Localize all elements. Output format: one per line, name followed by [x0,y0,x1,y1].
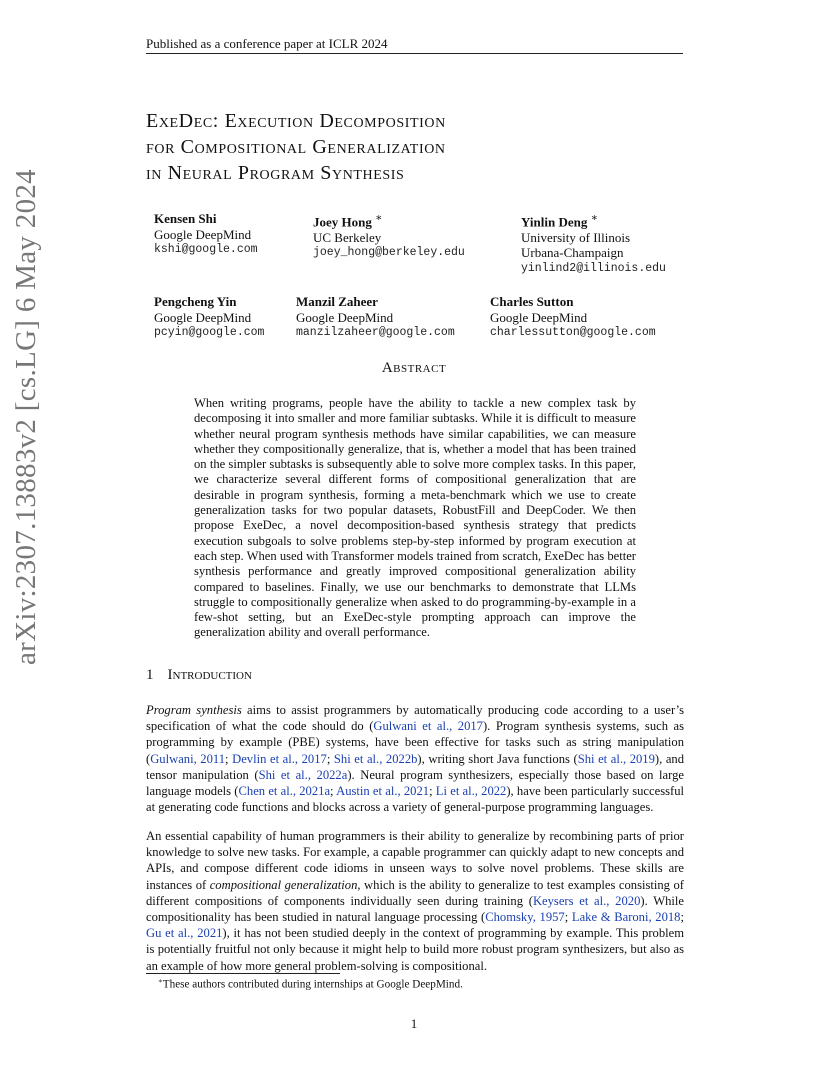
author-email[interactable]: kshi@google.com [154,243,258,256]
author-name: Manzil Zaheer [296,294,378,309]
paragraph-text: ; [225,751,233,766]
intro-paragraph-2 [146,828,684,974]
footnote-mark: ∗ [158,977,163,985]
author-email[interactable]: manzilzaheer@google.com [296,326,455,339]
author-affiliation: Urbana-Champaign [521,245,624,261]
paragraph-text: ). Program synthesis systems, such as programming by example (PBE) systems, have been effective for tasks such as string manipulation ( [146,719,685,766]
citation-link[interactable]: Gulwani, 2011 [150,751,226,766]
citation-link[interactable]: Lake & Baroni, 2018 [571,910,681,925]
page-number: 1 [410,1016,418,1031]
author-affiliation: Google DeepMind [154,309,252,325]
title-line: ExeDec: Execution Decomposition [146,110,446,132]
author-email[interactable]: charlessutton@google.com [490,326,656,339]
citation-link[interactable]: Gulwani et al., 2017 [373,719,483,734]
header-rule [146,53,683,54]
author-affiliation: University of Illinois [521,229,631,245]
section-title: Introduction [167,667,252,683]
citation-link[interactable]: Gu et al., 2021 [146,926,223,941]
author-affiliation: Google DeepMind [154,226,252,242]
author-affiliation: UC Berkeley [313,229,382,245]
paragraph-text: ; [330,784,337,799]
author-name: Pengcheng Yin [154,294,237,309]
citation-link[interactable]: Keysers et al., 2020 [532,893,641,908]
author-name: Kensen Shi [154,211,217,226]
author-block [154,294,264,341]
paragraph-text: ; [680,910,684,925]
citation-link[interactable]: Shi et al., 2022a [258,767,348,782]
paragraph-text: ; [564,910,572,925]
equal-contribution-mark: ∗ [375,212,383,224]
author-block [296,294,455,341]
paragraph-text: ), it has not been studied deeply in the context of programming by example. This problem is potentially fruitful not only because it might help to build more robust program synthesizers, but also as an example of how more general problem-solving is compositional. [146,926,684,973]
author-email[interactable]: pcyin@google.com [154,326,265,339]
paragraph-text: ; [429,784,436,799]
emphasis-text: compositional generalization [209,877,358,892]
author-email[interactable]: joey_hong@berkeley.edu [313,246,465,260]
title-line: for Compositional Generalization [146,136,446,158]
abstract-heading: Abstract [381,360,447,376]
paragraph-text: ), and tensor manipulation ( [146,751,685,782]
citation-link[interactable]: Shi et al., 2022b [333,751,418,766]
paragraph-text: aims to assist programmers by automatically producing code according to a user’s specification of what the code should do ( [146,703,685,734]
author-affiliation: Google DeepMind [296,309,394,325]
author-block [154,211,258,258]
paragraph-text: , which is the ability to generalize to test examples consisting of different compositions of components individually seen during training ( [146,877,684,908]
citation-link[interactable]: Shi et al., 2019 [577,751,655,766]
author-name: Charles Sutton [490,294,574,309]
running-header: Published as a conference paper at ICLR 2024 [146,36,388,51]
citation-link[interactable]: Chomsky, 1957 [485,910,565,925]
emphasis-text: Program synthesis [146,703,242,717]
paper-title [146,108,706,186]
intro-paragraph-1 [146,702,684,815]
title-line: in Neural Program Synthesis [146,162,405,184]
citation-link[interactable]: Chen et al., 2021a [238,784,331,799]
author-email[interactable]: yinlind2@illinois.edu [521,261,666,275]
section-number: 1 [146,667,154,683]
footnote [158,977,463,991]
author-block [490,294,656,341]
arxiv-watermark: arXiv:2307.13883v2 [cs.LG] 6 May 2024 [10,169,42,665]
author-block [313,211,465,261]
paragraph-text: ; [326,751,334,766]
author-affiliation: Google DeepMind [490,309,588,325]
paragraph-text: ), have been particularly successful at generating code functions and blocks across a variety of general-purpose programming languages. [146,784,684,815]
paragraph-text: An essential capability of human programmers is their ability to generalize by recombining parts of prior knowledge to solve new tasks. For example, a capable programmer can quickly adapt to new concepts and APIs, and compose different code idioms in unseen ways to solve novel problems. These skills are instances of [146,829,684,892]
citation-link[interactable]: Austin et al., 2021 [336,784,430,799]
citation-link[interactable]: Devlin et al., 2017 [232,751,327,766]
paragraph-text: ). Neural program synthesizers, especially those based on large language models ( [146,767,684,799]
citation-link[interactable]: Li et al., 2022 [435,784,507,799]
abstract-text: When writing programs, people have the ability to tackle a new complex task by decomposing it into smaller and more familiar subtasks. While it is difficult to measure whether neural program synthesis methods have similar capabilities, we can measure whether they compositionally generalize, that is, whether a model that has been trained on the simpler subtasks is subsequently able to solve more complex tasks. In this paper, we characterize several different forms of compositional generalization that are desirable in program synthesis, forming a meta-benchmark which we use to create generalization tasks for two popular datasets, RobustFill and DeepCoder. We then propose ExeDec, a novel decomposition-based synthesis strategy that predicts execution subgoals to solve problems step-by-step informed by program execution at each step. When used with Transformer models trained from scratch, ExeDec has better synthesis performance and greatly improved compositional generalization ability compared to baselines. Finally, we use our benchmarks to demonstrate that LLMs struggle to compositionally generalize when asked to do programming-by-example in a few-shot setting, but an ExeDec-style prompting approach can improve the generalization ability and overall performance. [194,396,636,640]
paragraph-text: ). While compositionality has been studied in natural language processing ( [146,893,684,925]
equal-contribution-mark: ∗ [590,212,598,224]
paragraph-text: ), writing short Java functions ( [417,751,578,766]
author-block [521,211,666,276]
footnote-text: These authors contributed during internships at Google DeepMind. [162,978,463,991]
footnote-rule [146,973,340,974]
section-heading [146,667,252,684]
author-name: Yinlin Deng [521,214,588,230]
author-name: Joey Hong [313,214,372,230]
